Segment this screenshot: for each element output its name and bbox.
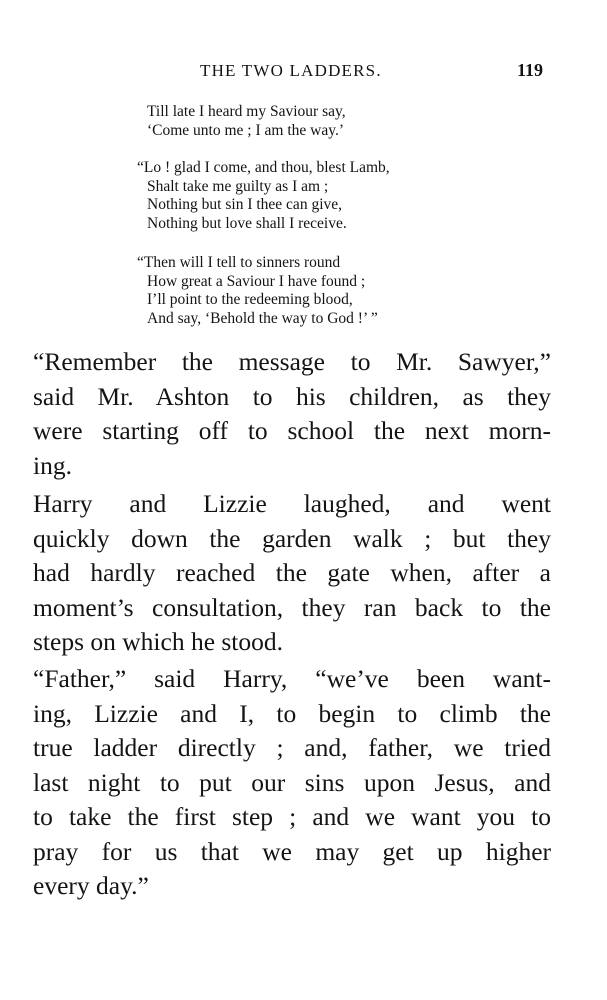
text-line: were starting off to school the next morn- <box>33 416 551 445</box>
poem-stanza-1 <box>147 103 346 140</box>
text-line: “Remember the message to Mr. Sawyer,” <box>33 347 551 376</box>
verse-line: Nothing but love shall I receive. <box>147 214 347 232</box>
text-line: “Father,” said Harry, “we’ve been want- <box>33 664 551 693</box>
text-line: moment’s consultation, they ran back to the <box>33 592 551 622</box>
text-line: last night to put our sins upon Jesus, and <box>33 767 551 797</box>
running-title: THE TWO LADDERS. <box>200 61 382 80</box>
paragraph-3 <box>33 662 551 904</box>
page-number: 119 <box>517 60 544 80</box>
poem-stanza-2 <box>137 159 390 233</box>
verse-line: I’ll point to the redeeming blood, <box>147 291 353 309</box>
paragraph-2 <box>33 487 551 660</box>
text-line: every day.” <box>33 871 149 900</box>
poem-stanza-3 <box>137 254 378 328</box>
text-line: steps on which he stood. <box>33 627 284 656</box>
verse-line: Till late I heard my Saviour say, <box>147 103 346 120</box>
verse-line: “Then will I tell to sinners round <box>137 254 341 271</box>
text-line: to take the first step ; and we want you to <box>33 802 551 831</box>
text-line: true ladder directly ; and, father, we tried <box>33 733 551 762</box>
verse-line: Shalt take me guilty as I am ; <box>147 177 329 195</box>
verse-line: How great a Saviour I have found ; <box>147 272 366 290</box>
verse-line: Nothing but sin I thee can give, <box>147 196 342 214</box>
text-line: pray for us that we may get up higher <box>33 836 551 866</box>
text-line: had hardly reached the gate when, after a <box>33 558 551 587</box>
verse-line: ‘Come unto me ; I am the way.’ <box>147 121 344 139</box>
verse-line: And say, ‘Behold the way to God !’ ” <box>147 309 378 327</box>
text-line: ing. <box>33 450 72 480</box>
text-line: ing, Lizzie and I, to begin to climb the <box>33 698 551 728</box>
text-line: Harry and Lizzie laughed, and went <box>33 489 551 518</box>
text-line: quickly down the garden walk ; but they <box>33 523 551 553</box>
paragraph-1 <box>33 345 551 483</box>
verse-line: “Lo ! glad I come, and thou, blest Lamb, <box>137 159 390 176</box>
text-line: said Mr. Ashton to his children, as they <box>33 381 551 411</box>
